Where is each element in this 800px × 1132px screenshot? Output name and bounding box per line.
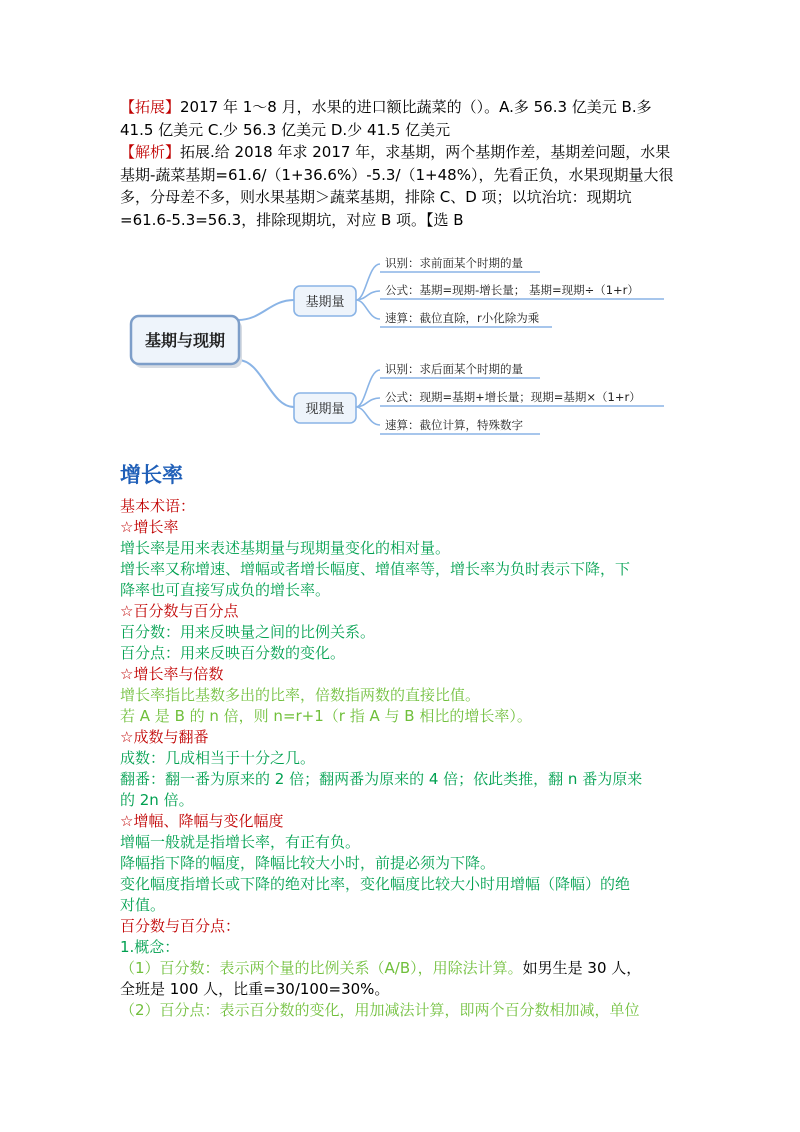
root-to-base-connector xyxy=(238,300,294,320)
term-line: 降率也可直接写成负的增长率。 xyxy=(120,581,331,599)
term-line: 增长率指比基数多出的比率，倍数指两数的直接比值。 xyxy=(120,686,481,704)
current-branch-label: 现期量 xyxy=(305,402,345,417)
root-node-label: 基期与现期 xyxy=(144,331,226,350)
term-line: 的 2n 倍。 xyxy=(120,791,194,809)
base-connector-3 xyxy=(356,300,380,319)
term-line: 成数：几成相当于十分之几。 xyxy=(120,749,316,767)
analysis-text: 拓展.给 2018 年求 2017 年，求基期，两个基期作差，基期差问题，水果基期-蔬菜基期=61.6/（1+36.6%）-5.3/（1+48%），先看正负，水果现期量大很多，分母差不多，则水果基期＞蔬菜基期，排除 C、D 项；以坑治坑：现期坑=61.6-5.3=56.3，排除现期坑，对应 B 项。【选 B xyxy=(120,143,674,229)
expand-tag: 【拓展】 xyxy=(120,98,181,116)
percent-example-line: 全班是 100 人，比重=30/100=30%。 xyxy=(120,980,390,998)
base-item-1: 识别：求前面某个时期的量 xyxy=(385,256,523,270)
term-line: ☆百分数与百分点 xyxy=(120,602,239,620)
term-line: 1.概念： xyxy=(120,938,180,956)
term-line: 若 A 是 B 的 n 倍，则 n=r+1（r 指 A 与 B 相比的增长率）。 xyxy=(120,707,532,725)
current-connector-2 xyxy=(356,398,380,407)
section-title: 增长率 xyxy=(120,463,183,487)
term-line: 翻番：翻一番为原来的 2 倍；翻两番为原来的 4 倍；依此类推，翻 n 番为原来 xyxy=(120,770,643,788)
current-item-2: 公式：现期=基期+增长量；现期=基期×（1+r） xyxy=(385,390,641,404)
base-item-2: 公式：基期=现期-增长量； 基期=现期÷（1+r） xyxy=(385,283,639,297)
root-to-current-connector xyxy=(238,360,294,407)
term-line: 百分数：用来反映量之间的比例关系。 xyxy=(120,623,376,641)
term-line: 降幅指下降的幅度，降幅比较大小时，前提必须为下降。 xyxy=(120,854,496,872)
term-line: 对值。 xyxy=(120,896,166,914)
current-item-3: 速算：截位计算，特殊数字 xyxy=(385,418,523,432)
percent-definition: （1）百分数：表示两个量的比例关系（A/B），用除法计算。 xyxy=(120,959,523,977)
expand-text: 2017 年 1～8 月，水果的进口额比蔬菜的（）。A.多 56.3 亿美元 B.多 41.5 亿美元 C.少 56.3 亿美元 D.少 41.5 亿美元 xyxy=(120,98,652,139)
current-item-1: 识别：求后面某个时期的量 xyxy=(385,362,523,376)
term-line: 增幅一般就是指增长率，有正有负。 xyxy=(120,833,361,851)
percent-paragraph-line xyxy=(120,958,690,979)
analysis-tag: 【解析】 xyxy=(120,143,181,161)
base-connector-2 xyxy=(356,291,380,300)
term-line: ☆成数与翻番 xyxy=(120,728,209,746)
base-branch-label: 基期量 xyxy=(305,295,345,310)
term-line: 变化幅度指增长或下降的绝对比率，变化幅度比较大小时用增幅（降幅）的绝 xyxy=(120,875,631,893)
term-line: 基本术语： xyxy=(120,497,196,515)
percentage-point-line: （2）百分点：表示百分数的变化，用加减法计算，即两个百分数相加减，单位 xyxy=(120,1001,640,1019)
term-line: ☆增长率 xyxy=(120,518,179,536)
percent-example: 如男生是 30 人， xyxy=(522,959,642,977)
term-line: 增长率是用来表述基期量与现期量变化的相对量。 xyxy=(120,539,451,557)
current-connector-3 xyxy=(356,407,380,425)
term-line: ☆增长率与倍数 xyxy=(120,665,224,683)
term-line: 增长率又称增速、增幅或者增长幅度、增值率等，增长率为负时表示下降，下 xyxy=(120,560,631,578)
term-line: 百分点：用来反映百分数的变化。 xyxy=(120,644,346,662)
term-line: 百分数与百分点： xyxy=(120,917,241,935)
base-item-3: 速算：截位直除，r小化除为乘 xyxy=(385,311,540,325)
term-line: ☆增幅、降幅与变化幅度 xyxy=(120,812,284,830)
